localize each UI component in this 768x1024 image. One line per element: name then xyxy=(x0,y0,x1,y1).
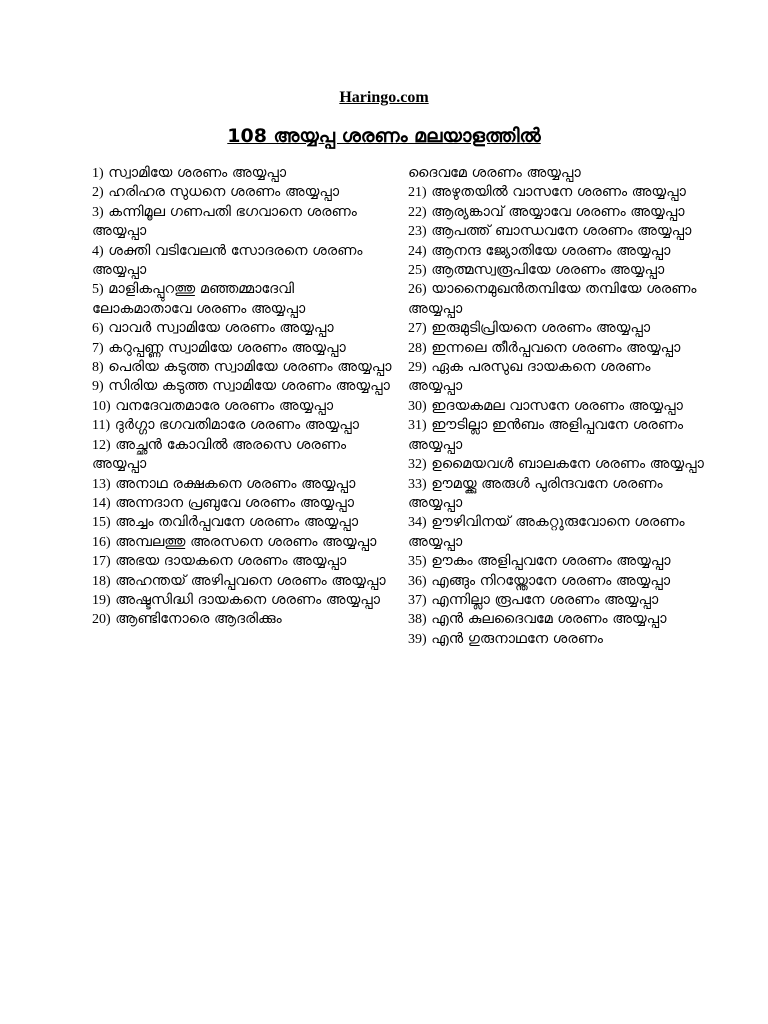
item-number: 36) xyxy=(408,573,427,589)
list-item xyxy=(92,533,392,552)
item-number: 5) xyxy=(92,282,104,298)
item-number: 2) xyxy=(92,185,104,201)
item-text: ഇദയകമല വാസനേ ശരണം അയ്യപ്പാ xyxy=(431,397,683,414)
list-item xyxy=(92,280,392,319)
item-number: 20) xyxy=(92,612,111,628)
list-item xyxy=(408,630,708,649)
item-number: 4) xyxy=(92,243,104,259)
list-item xyxy=(408,319,708,338)
list-item xyxy=(408,416,708,455)
item-number: 13) xyxy=(92,476,111,492)
item-number: 26) xyxy=(408,282,427,298)
item-text: ഇരുമുടിപ്രിയനെ ശരണം അയ്യപ്പാ xyxy=(431,320,651,337)
item-text: എങ്ങും നിറയ്ന്തോനേ ശരണം അയ്യപ്പാ xyxy=(431,572,671,589)
right-column xyxy=(408,164,708,649)
item-text: ഊമയ്ക്കു അരുൾ പുരിന്ദവനേ ശരണം അയ്യപ്പാ xyxy=(408,475,663,511)
item-number: 17) xyxy=(92,554,111,570)
item-number: 10) xyxy=(92,398,111,414)
item-number: 8) xyxy=(92,360,104,376)
item-text: ആര്യങ്കാവ് അയ്യാവേ ശരണം അയ്യപ്പാ xyxy=(431,203,685,220)
item-number: 32) xyxy=(408,457,427,473)
item-number: 3) xyxy=(92,204,104,220)
item-text: സ്വാമിയേ ശരണം അയ്യപ്പാ xyxy=(108,165,287,181)
list-item xyxy=(92,494,392,513)
item-number: 25) xyxy=(408,263,427,279)
item-number: 34) xyxy=(408,515,427,531)
item-number: 6) xyxy=(92,321,104,337)
list-item xyxy=(92,164,392,183)
list-item xyxy=(408,591,708,610)
item-text: കന്നിമൂല ഗണപതി ഭഗവാനെ ശരണം അയ്യപ്പാ xyxy=(92,203,357,240)
list-item xyxy=(408,475,708,514)
left-column xyxy=(92,164,392,630)
item-text: ആണ്ടിനോരെ ആദരിക്കും xyxy=(115,611,282,628)
list-item xyxy=(408,455,708,474)
list-item xyxy=(408,183,708,202)
item-number: 24) xyxy=(408,243,427,259)
list-item xyxy=(92,610,392,629)
item-text: അനാഥ രക്ഷകനെ ശരണം അയ്യപ്പാ xyxy=(115,475,356,492)
item-text: മാളികപ്പുറത്തു മഞ്ഞമ്മാദേവി ലോകമാതാവേ ശരണം അയ്യപ്പാ xyxy=(92,281,306,317)
list-item xyxy=(408,358,708,397)
item-text: ആത്മസ്വരൂപിയേ ശരണം അയ്യപ്പാ xyxy=(431,262,665,279)
item-number: 22) xyxy=(408,204,427,220)
item-text: ഈടില്ലാ ഇൻബം അളിപ്പവനേ ശരണം അയ്യപ്പാ xyxy=(408,417,684,453)
item-text: അച്ചം തവിർപ്പവനേ ശരണം അയ്യപ്പാ xyxy=(115,514,359,531)
list-item xyxy=(92,572,392,591)
list-item xyxy=(92,358,392,377)
item-number: 33) xyxy=(408,476,427,492)
list-item xyxy=(408,397,708,416)
item-text: ഊഴിവിനയ് അകറ്റുരുവോനെ ശരണം അയ്യപ്പാ xyxy=(408,514,685,550)
item-text: ഏക പരസുഖ ദായകനെ ശരണം അയ്യപ്പാ xyxy=(408,359,651,395)
list-item xyxy=(92,319,392,338)
list-item xyxy=(408,610,708,629)
list-item xyxy=(408,242,708,261)
item-text: ദൈവമേ ശരണം അയ്യപ്പാ xyxy=(408,165,581,181)
item-number: 38) xyxy=(408,612,427,628)
list-item xyxy=(408,261,708,280)
item-text: വനദേവതമാരേ ശരണം അയ്യപ്പാ xyxy=(115,397,334,414)
item-number: 31) xyxy=(408,418,427,434)
item-text: അഴുതയിൽ വാസനേ ശരണം അയ്യപ്പാ xyxy=(431,184,686,201)
item-text: സിരിയ കടുത്ത സ്വാമിയേ ശരണം അയ്യപ്പാ xyxy=(108,378,390,395)
item-text: യാനൈമുഖൻതമ്പിയേ തമ്പിയേ ശരണം അയ്യപ്പാ xyxy=(408,281,697,317)
item-text: എൻ കുലദൈവമേ ശരണം അയ്യപ്പാ xyxy=(431,611,667,628)
item-number: 39) xyxy=(408,631,427,647)
item-text: ആനന്ദ ജ്യോതിയേ ശരണം അയ്യപ്പാ xyxy=(431,242,671,259)
item-number: 35) xyxy=(408,554,427,570)
list-item xyxy=(92,397,392,416)
item-number: 30) xyxy=(408,398,427,414)
list-item xyxy=(92,591,392,610)
item-text: വാവർ സ്വാമിയേ ശരണം അയ്യപ്പാ xyxy=(108,320,334,337)
item-text: കറുപ്പണ്ണ സ്വാമിയേ ശരണം അയ്യപ്പാ xyxy=(108,339,346,356)
list-item xyxy=(92,436,392,475)
item-text: എൻ ഗുരുനാഥനേ ശരണം xyxy=(431,630,603,647)
item-text: അച്ഛൻ കോവിൽ അരസെ ശരണം അയ്യപ്പാ xyxy=(92,436,347,473)
item-text: ആപത്ത് ബാന്ധവനേ ശരണം അയ്യപ്പാ xyxy=(431,223,692,240)
list-item xyxy=(408,280,708,319)
item-number: 14) xyxy=(92,495,111,511)
list-item xyxy=(408,164,708,183)
item-text: ഊകം അളിപ്പവനേ ശരണം അയ്യപ്പാ xyxy=(431,553,671,570)
item-number: 12) xyxy=(92,437,111,453)
page-title: 108 അയ്യപ്പ ശരണം മലയാളത്തിൽ xyxy=(227,125,541,147)
item-number: 27) xyxy=(408,321,427,337)
item-text: ശക്തി വടിവേലൻ സോദരനെ ശരണം അയ്യപ്പാ xyxy=(92,242,363,279)
item-text: അഭയ ദായകനെ ശരണം അയ്യപ്പാ xyxy=(115,553,347,570)
list-item xyxy=(92,339,392,358)
list-item xyxy=(92,513,392,532)
item-number: 9) xyxy=(92,379,104,395)
item-text: എന്നില്ലാ രൂപനേ ശരണം അയ്യപ്പാ xyxy=(431,591,659,608)
list-item xyxy=(92,377,392,396)
item-text: അഹന്തയ് അഴിപ്പവനെ ശരണം അയ്യപ്പാ xyxy=(115,572,386,589)
item-number: 7) xyxy=(92,340,104,356)
item-number: 11) xyxy=(92,418,111,434)
item-number: 19) xyxy=(92,592,111,608)
item-text: ഇന്നലെ തീർപ്പവനെ ശരണം അയ്യപ്പാ xyxy=(431,339,681,356)
item-text: പെരിയ കടുത്ത സ്വാമിയേ ശരണം അയ്യപ്പാ xyxy=(108,359,392,376)
item-number: 1) xyxy=(92,166,104,181)
item-number: 37) xyxy=(408,592,427,608)
list-item xyxy=(408,339,708,358)
item-number: 16) xyxy=(92,534,111,550)
list-item xyxy=(92,552,392,571)
list-item xyxy=(408,203,708,222)
item-text: ദുർഗ്ഗാ ഭഗവതിമാരേ ശരണം അയ്യപ്പാ xyxy=(114,417,360,434)
item-number: 28) xyxy=(408,340,427,356)
item-text: അന്നദാന പ്രബുവേ ശരണം അയ്യപ്പാ xyxy=(115,494,354,511)
item-number: 15) xyxy=(92,515,111,531)
item-number: 18) xyxy=(92,573,111,589)
list-item xyxy=(408,222,708,241)
item-number: 23) xyxy=(408,224,427,240)
list-item xyxy=(408,513,708,552)
list-item xyxy=(92,183,392,202)
item-text: ഹരിഹര സുധനെ ശരണം അയ്യപ്പാ xyxy=(108,184,340,201)
item-text: അമ്പലത്തു അരസനെ ശരണം അയ്യപ്പാ xyxy=(115,533,377,550)
item-text: ഉമൈയവൾ ബാലകനേ ശരണം അയ്യപ്പാ xyxy=(431,456,704,473)
site-name: Haringo.com xyxy=(339,89,429,106)
list-item xyxy=(408,552,708,571)
item-text: അഷ്ടസിദ്ധി ദായകനെ ശരണം അയ്യപ്പാ xyxy=(115,591,380,608)
list-item xyxy=(92,475,392,494)
list-item xyxy=(92,242,392,281)
list-item xyxy=(408,572,708,591)
list-item xyxy=(92,203,392,242)
item-number: 21) xyxy=(408,185,427,201)
item-number: 29) xyxy=(408,360,427,376)
list-item xyxy=(92,416,392,435)
